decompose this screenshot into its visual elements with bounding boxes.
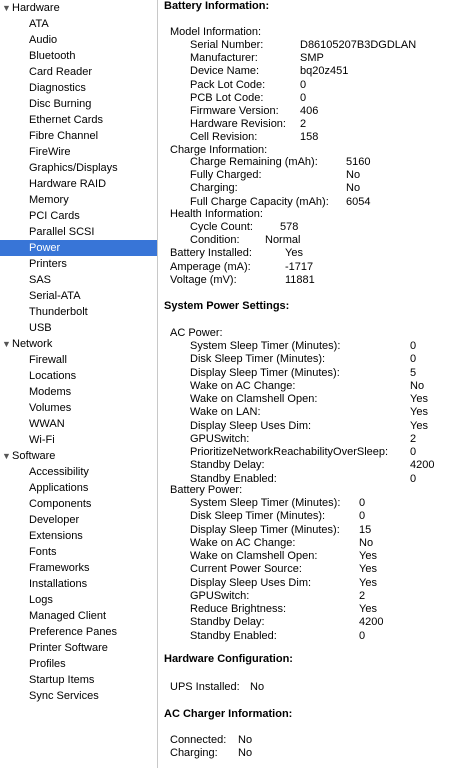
sidebar-item-installations[interactable] [0, 576, 157, 592]
sidebar [0, 0, 158, 768]
sidebar-item-card-reader[interactable] [0, 64, 157, 80]
property-label: Standby Enabled: [190, 472, 277, 485]
property-label: Disk Sleep Timer (Minutes): [190, 510, 326, 523]
sidebar-item-label: Locations [29, 370, 77, 382]
property-label: Standby Delay: [190, 616, 265, 629]
sidebar-item-label: Managed Client [29, 610, 107, 622]
property-value: 158 [300, 131, 319, 144]
property-label: Charging: [170, 747, 218, 759]
sidebar-item-printer-software[interactable] [0, 640, 157, 656]
property-value: No [346, 182, 361, 195]
property-value: 5160 [346, 156, 371, 168]
property-value: -1717 [285, 261, 314, 273]
sidebar-item-label: Fonts [29, 546, 57, 558]
property-value: bq20z451 [300, 65, 349, 78]
property-value: 4200 [410, 459, 435, 472]
sidebar-item-label: Developer [29, 514, 80, 526]
property-label: Charge Remaining (mAh): [190, 156, 318, 168]
section-title-charger: AC Charger Information: [164, 708, 293, 720]
sidebar-item-label: Accessibility [29, 466, 89, 478]
sidebar-item-label: FireWire [29, 146, 71, 158]
sidebar-item-label: Parallel SCSI [29, 226, 95, 238]
property-label: Display Sleep Uses Dim: [190, 576, 312, 589]
property-value: 0 [359, 629, 366, 642]
sidebar-item-power[interactable] [0, 240, 157, 256]
sidebar-item-label: Bluetooth [29, 50, 76, 62]
property-value: SMP [300, 52, 324, 65]
property-label: Condition: [190, 234, 240, 246]
sidebar-item-label: Fibre Channel [29, 130, 99, 142]
sidebar-item-parallel-scsi[interactable] [0, 224, 157, 240]
property-label: System Sleep Timer (Minutes): [190, 497, 341, 509]
sidebar-item-startup-items[interactable] [0, 672, 157, 688]
property-value: 0 [300, 78, 307, 91]
property-label: Amperage (mA): [170, 261, 251, 273]
sidebar-item-firewire[interactable] [0, 144, 157, 160]
property-label: Device Name: [190, 65, 260, 78]
sidebar-item-label: Extensions [29, 530, 83, 542]
property-label: Firmware Version: [190, 105, 279, 117]
sidebar-item-label: Startup Items [29, 674, 95, 686]
property-label: Manufacturer: [190, 52, 258, 65]
sidebar-item-preference-panes[interactable] [0, 624, 157, 640]
sidebar-item-label: Wi-Fi [29, 434, 55, 446]
property-label: Wake on Clamshell Open: [190, 393, 318, 405]
property-label: Disk Sleep Timer (Minutes): [190, 353, 326, 366]
property-value: 406 [300, 105, 319, 117]
sidebar-item-disc-burning[interactable] [0, 96, 157, 112]
property-label: Battery Installed: [170, 247, 252, 259]
sidebar-item-audio[interactable] [0, 32, 157, 48]
property-label: Cycle Count: [190, 221, 253, 233]
property-value: 578 [280, 221, 299, 233]
property-label: PrioritizeNetworkReachabilityOverSleep: [190, 446, 389, 458]
sidebar-item-usb[interactable] [0, 320, 157, 336]
subsection-title: Battery Power: [170, 484, 243, 496]
sidebar-item-thunderbolt[interactable] [0, 304, 157, 320]
property-value: Yes [359, 563, 377, 576]
sidebar-item-ata[interactable] [0, 16, 157, 32]
property-value: 0 [359, 497, 366, 509]
property-label: GPUSwitch: [190, 432, 250, 445]
sidebar-item-extensions[interactable] [0, 528, 157, 544]
section-title-power: System Power Settings: [164, 300, 290, 312]
property-label: Fully Charged: [190, 169, 262, 182]
property-value: Yes [359, 550, 377, 562]
sidebar-item-label: Power [29, 242, 61, 254]
sidebar-item-label: WWAN [29, 418, 65, 430]
sidebar-item-label: PCI Cards [29, 210, 80, 222]
section-title-battery: Battery Information: [164, 0, 270, 12]
sidebar-item-fonts[interactable] [0, 544, 157, 560]
sidebar-item-label: Applications [29, 482, 89, 494]
sidebar-item-label: Printer Software [29, 642, 108, 654]
property-value: D86105207B3DGDLAN [300, 39, 417, 51]
property-value: No [346, 169, 361, 182]
sidebar-item-locations[interactable] [0, 368, 157, 384]
sidebar-group-label: Software [12, 450, 56, 462]
sidebar-item-label: Preference Panes [29, 626, 118, 638]
property-label: GPUSwitch: [190, 589, 250, 602]
property-label: Connected: [170, 734, 227, 746]
sidebar-item-developer[interactable] [0, 512, 157, 528]
sidebar-item-label: Thunderbolt [29, 306, 88, 318]
sidebar-item-label: Serial-ATA [29, 290, 81, 302]
property-label: Standby Delay: [190, 459, 265, 472]
property-value: 6054 [346, 195, 371, 208]
sidebar-item-label: Ethernet Cards [29, 114, 103, 126]
sidebar-item-ethernet-cards[interactable] [0, 112, 157, 128]
property-label: Reduce Brightness: [190, 603, 286, 615]
sidebar-item-label: Memory [29, 194, 69, 206]
sidebar-item-managed-client[interactable] [0, 608, 157, 624]
sidebar-item-diagnostics[interactable] [0, 80, 157, 96]
property-value: 4200 [359, 616, 384, 629]
disclosure-triangle-icon[interactable]: ▼ [2, 3, 11, 13]
subsection-title: AC Power: [170, 327, 223, 339]
sidebar-item-frameworks[interactable] [0, 560, 157, 576]
property-label: Standby Enabled: [190, 629, 277, 642]
property-label: System Sleep Timer (Minutes): [190, 340, 341, 352]
sidebar-group-software[interactable] [0, 448, 157, 464]
sidebar-item-label: Card Reader [29, 66, 92, 78]
property-value: 11881 [285, 274, 315, 286]
sidebar-item-wwan[interactable] [0, 416, 157, 432]
sidebar-item-sync-services[interactable] [0, 688, 157, 704]
sidebar-item-fibre-channel[interactable] [0, 128, 157, 144]
property-label: Display Sleep Uses Dim: [190, 419, 312, 432]
property-value: 0 [410, 340, 417, 352]
property-value: No [238, 734, 253, 746]
disclosure-triangle-icon[interactable]: ▼ [2, 339, 11, 349]
property-value: 15 [359, 523, 372, 536]
sidebar-item-label: ATA [29, 18, 49, 30]
sidebar-item-label: Installations [29, 578, 88, 590]
sidebar-item-label: Graphics/Displays [29, 162, 118, 174]
sidebar-item-firewall[interactable] [0, 352, 157, 368]
sidebar-item-hardware-raid[interactable] [0, 176, 157, 192]
sidebar-item-components[interactable] [0, 496, 157, 512]
property-label: Wake on LAN: [190, 406, 261, 419]
property-value: No [238, 747, 253, 759]
sidebar-item-label: Modems [29, 386, 72, 398]
property-value: Yes [285, 247, 303, 259]
property-value: 2 [359, 589, 366, 602]
property-value: 0 [410, 446, 417, 458]
property-label: Pack Lot Code: [190, 78, 266, 91]
sidebar-group-label: Network [12, 338, 53, 350]
property-value: 0 [410, 353, 417, 366]
sidebar-item-memory[interactable] [0, 192, 157, 208]
property-label: Full Charge Capacity (mAh): [190, 195, 329, 208]
property-value: 2 [300, 118, 307, 131]
content-pane [158, 0, 449, 768]
sidebar-item-label: Audio [29, 34, 58, 46]
sidebar-item-label: Frameworks [29, 562, 90, 574]
sidebar-item-label: Logs [29, 594, 53, 606]
sidebar-item-volumes[interactable] [0, 400, 157, 416]
sidebar-item-accessibility[interactable] [0, 464, 157, 480]
sidebar-group-label: Hardware [12, 2, 60, 14]
property-value: 5 [410, 366, 417, 379]
property-value: No [359, 536, 374, 549]
subsection-title: Model Information: [170, 26, 262, 38]
property-label: Display Sleep Timer (Minutes): [190, 366, 340, 379]
sidebar-group-network[interactable] [0, 336, 157, 352]
sidebar-item-label: USB [29, 322, 52, 334]
sidebar-item-profiles[interactable] [0, 656, 157, 672]
sidebar-item-label: Volumes [29, 402, 72, 414]
property-label: PCB Lot Code: [190, 91, 264, 104]
property-label: Charging: [190, 182, 238, 195]
property-value: Yes [359, 576, 377, 589]
sidebar-item-label: Printers [29, 258, 67, 270]
property-value: Yes [410, 419, 428, 432]
subsection-title: Health Information: [170, 208, 263, 220]
sidebar-item-label: Diagnostics [29, 82, 86, 94]
property-label: Wake on AC Change: [190, 536, 296, 549]
sidebar-item-applications[interactable] [0, 480, 157, 496]
property-label: Wake on Clamshell Open: [190, 550, 318, 562]
property-label: Hardware Revision: [190, 118, 286, 131]
subsection-title: Charge Information: [170, 144, 268, 156]
property-label: Display Sleep Timer (Minutes): [190, 523, 340, 536]
property-value: Yes [359, 603, 377, 615]
property-value: No [410, 379, 425, 392]
property-label: Wake on AC Change: [190, 379, 296, 392]
sidebar-item-label: Components [29, 498, 92, 510]
sidebar-item-pci-cards[interactable] [0, 208, 157, 224]
property-value: Yes [410, 393, 428, 405]
property-value: 0 [300, 91, 307, 104]
property-label: Current Power Source: [190, 563, 302, 576]
property-value: 0 [359, 510, 366, 523]
disclosure-triangle-icon[interactable]: ▼ [2, 451, 11, 461]
sidebar-item-label: Hardware RAID [29, 178, 107, 190]
sidebar-group-hardware[interactable] [0, 0, 157, 16]
property-value: 2 [410, 432, 417, 445]
property-value: Normal [265, 234, 301, 246]
section-title-hardware: Hardware Configuration: [164, 653, 293, 665]
sidebar-item-label: Firewall [29, 354, 67, 366]
sidebar-item-label: Disc Burning [29, 98, 92, 110]
sidebar-item-label: Profiles [29, 658, 66, 670]
sidebar-item-printers[interactable] [0, 256, 157, 272]
property-label: Cell Revision: [190, 131, 258, 144]
property-label: Serial Number: [190, 39, 264, 51]
sidebar-item-modems[interactable] [0, 384, 157, 400]
property-value: No [250, 681, 265, 693]
sidebar-item-wi-fi[interactable] [0, 432, 157, 448]
sidebar-item-serial-ata[interactable] [0, 288, 157, 304]
sidebar-item-graphics-displays[interactable] [0, 160, 157, 176]
sidebar-item-sas[interactable] [0, 272, 157, 288]
sidebar-item-bluetooth[interactable] [0, 48, 157, 64]
sidebar-item-logs[interactable] [0, 592, 157, 608]
sidebar-item-label: Sync Services [29, 690, 99, 702]
property-label: Voltage (mV): [170, 274, 237, 286]
sidebar-item-label: SAS [29, 274, 52, 286]
property-label: UPS Installed: [170, 681, 240, 693]
property-value: Yes [410, 406, 428, 419]
property-value: 0 [410, 472, 417, 485]
